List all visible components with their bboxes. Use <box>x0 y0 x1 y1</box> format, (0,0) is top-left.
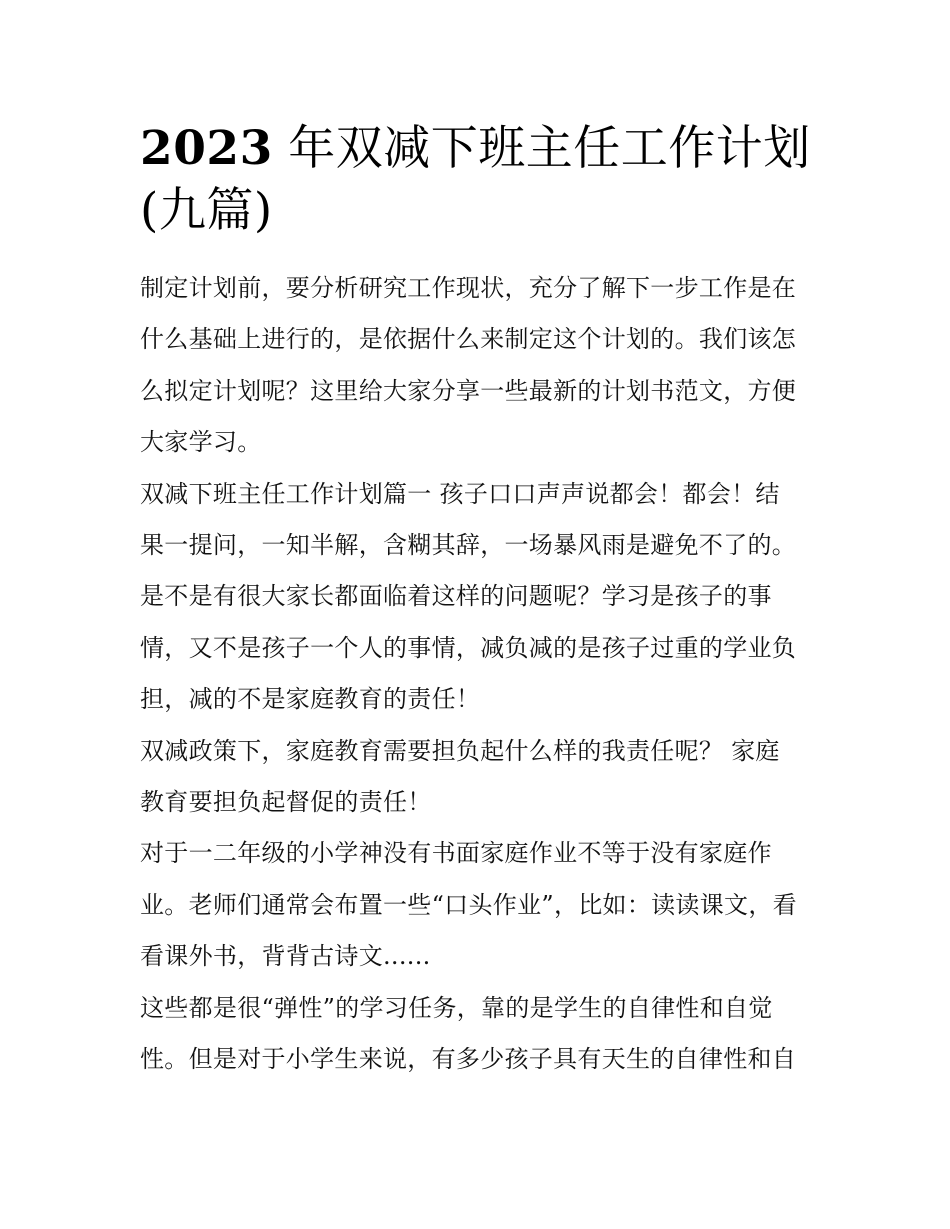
title-text: 年双减下班主任工作计划 <box>272 121 811 176</box>
body-line: 什么基础上进行的，是依据什么来制定这个计划的。我们该怎 <box>140 325 797 354</box>
document-title <box>140 118 812 242</box>
title-year: 2023 <box>140 121 273 176</box>
body-line: 双减下班主任工作计划篇一 孩子口口声声说都会！都会！结 <box>140 479 780 508</box>
body-line: 性。但是对于小学生来说，有多少孩子具有天生的自律性和自 <box>140 1045 797 1074</box>
document-content <box>140 118 812 1086</box>
body-line: 大家学习。 <box>140 428 262 457</box>
body-line: 看课外书，背背古诗文...... <box>140 942 431 971</box>
body-line: 业。老师们通常会布置一些“口头作业”，比如：读读课文，看 <box>140 890 797 919</box>
body-line: 双减政策下，家庭教育需要担负起什么样的我责任呢？ 家庭 <box>140 736 780 765</box>
body-line: 担，减的不是家庭教育的责任！ <box>140 685 481 714</box>
title-line-1 <box>140 118 812 180</box>
body-line: 教育要担负起督促的责任！ <box>140 788 432 817</box>
document-body <box>140 263 812 1086</box>
title-text: (九篇) <box>140 183 273 238</box>
body-line: 这些都是很“弹性”的学习任务，靠的是学生的自律性和自觉 <box>140 993 773 1022</box>
body-line: 对于一二年级的小学神没有书面家庭作业不等于没有家庭作 <box>140 839 772 868</box>
body-line: 么拟定计划呢？这里给大家分享一些最新的计划书范文，方便 <box>140 376 797 405</box>
body-line: 是不是有很大家长都面临着这样的问题呢？学习是孩子的事 <box>140 582 772 611</box>
body-line: 果一提问，一知半解，含糊其辞，一场暴风雨是避免不了的。 <box>140 531 797 560</box>
body-line: 情，又不是孩子一个人的事情，减负减的是孩子过重的学业负 <box>140 633 797 662</box>
body-line: 制定计划前，要分析研究工作现状，充分了解下一步工作是在 <box>140 274 797 302</box>
title-line-2 <box>140 180 812 242</box>
